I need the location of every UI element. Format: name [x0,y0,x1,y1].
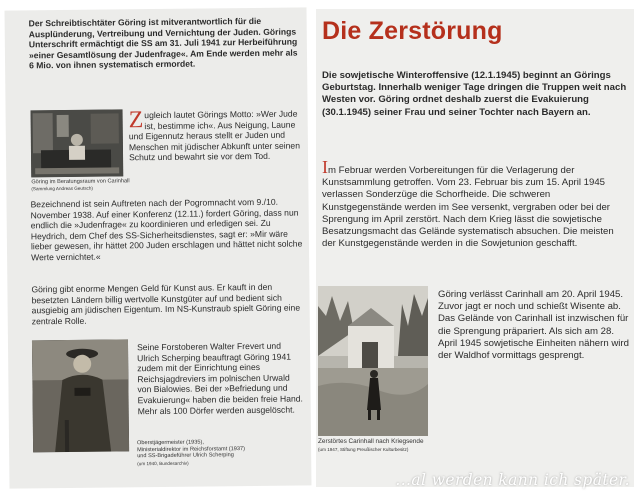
right-intro: Die sowjetische Winteroffensive (12.1.1945) beginnt an Görings Geburtstag. Innerhalb weniger Tage dringen die Truppen weit nach Westen vor. Göring ordnet deshalb zuerst die Evakuierung (30.1.1945) seiner Frau und seiner Tochter nach Bayern an. [322,70,627,118]
right-photo-credit: (um 1947, Stiftung Preußischer Kulturbesitz) [318,447,409,452]
right-photo-caption: Zerstörtes Carinhall nach Kriegsende [318,438,424,445]
photo-scherping [32,339,129,452]
left-quote [129,108,304,163]
quote-dropcap: Z [128,107,144,134]
photo1-caption: Göring im Beratungsraum von Carinhall [31,178,130,186]
right-dropcap: I [322,157,328,177]
left-paragraph-kunst: Göring gibt enorme Mengen Geld für Kunst aus. Er kauft in den besetzten Ländern billig wertvolle Kunstgüter auf und bedient sich ausgiebig am jüdischen Eigentum. Im NS-Kunstraub spielt Göring eine zentrale Rolle. [31,281,301,327]
photo2-caption: Oberstjägermeister (1935), Ministerialdirektor im Reichsforstamt (1937) und SS-Brigadeführer Ulrich Scherping [137,439,246,460]
right-paragraph-text: m Februar werden Vorbereitungen für die Verlagerung der Kunstsammlung getroffen. Vom 23. Februar bis zum 15. April 1945 verlassen Sonderzüge die Schorfheide. Die schweren Kunstgegenstände werden im See versenkt, vergraben oder bei der Sprengung im April zerstört. Nach dem Krieg lässt die sowjetische Besatzungsmacht das Gelände systematisch absuchen. Die meisten der Kunstgegenstände werden in die Sowjetunion geschafft. [322,165,614,250]
page-title: Die Zerstörung [322,17,503,45]
photo2-credit: (um 1940, Bundesarchiv) [137,460,189,467]
photo-goering-office [31,109,124,177]
right-panel [316,9,634,487]
quote-text: ugleich lautet Görings Motto: »Wer Jude ist, bestimme ich«. Aus Neigung, Laune und Eigennutz heraus stellt er Juden und Menschen mit jüdischer Abkunft unter seinen Schutz und bewahrt sie vor dem Tod. [128,108,301,163]
right-paragraph-sprengung: Göring verlässt Carinhall am 20. April 1945. Zuvor jagt er noch und schießt Wisente ab. Das Gelände von Carinhall ist inzwischen für die Sprengung präpariert. Als sich am 28. April 1945 sowjetische Einheiten nähern wird der Waldhof vormittags gesprengt. [438,289,629,362]
photo-destroyed-carinhall [318,286,428,436]
right-paragraph-kunstsammlung [322,157,628,250]
left-paragraph-pogrom: Bezeichnend ist sein Auftreten nach der Pogromnacht vom 9./10. November 1938. Auf einer Konferenz (12.11.) fordert Göring, dass nun endlich die »Judenfrage« zu koordinieren und erledigen sei. Zu Heydrich, dem Chef des SS-Sicherheitsdienstes, sagt er: »Mir wäre lieber gewesen, ihr hättet 200 Juden erschlagen und hättet nicht solche Werte vernichtet.« [30,196,303,263]
watermark-signature: ...al werden kann ich später. [395,471,630,489]
left-paragraph-bialowies: Seine Forstoberen Walter Frevert und Ulrich Scherping beauftragt Göring 1941 zudem mit der Einrichtung eines Reichsjagdreviers im polnischen Urwald von Bialowies. Bei der »Befriedung und Evakuierung« haben die beiden freie Hand. Mehr als 100 Dörfer werden ausgelöscht. [136,340,303,416]
photo1-credit: (Sammlung Andreas Geutsch) [31,185,93,192]
left-panel [5,7,312,488]
left-intro: Der Schreibtischtäter Göring ist mitverantwortlich für die Ausplünderung, Vertreibung und Vernichtung der Juden. Görings Unterschrift ermächtigt die SS am 31. Juli 1941 zur Herbeiführung »einer Gesamtlösung der Judenfrage«. Am Ende werden mehr als 6 Mio. von ihnen systematisch ermordet. [28,15,298,71]
